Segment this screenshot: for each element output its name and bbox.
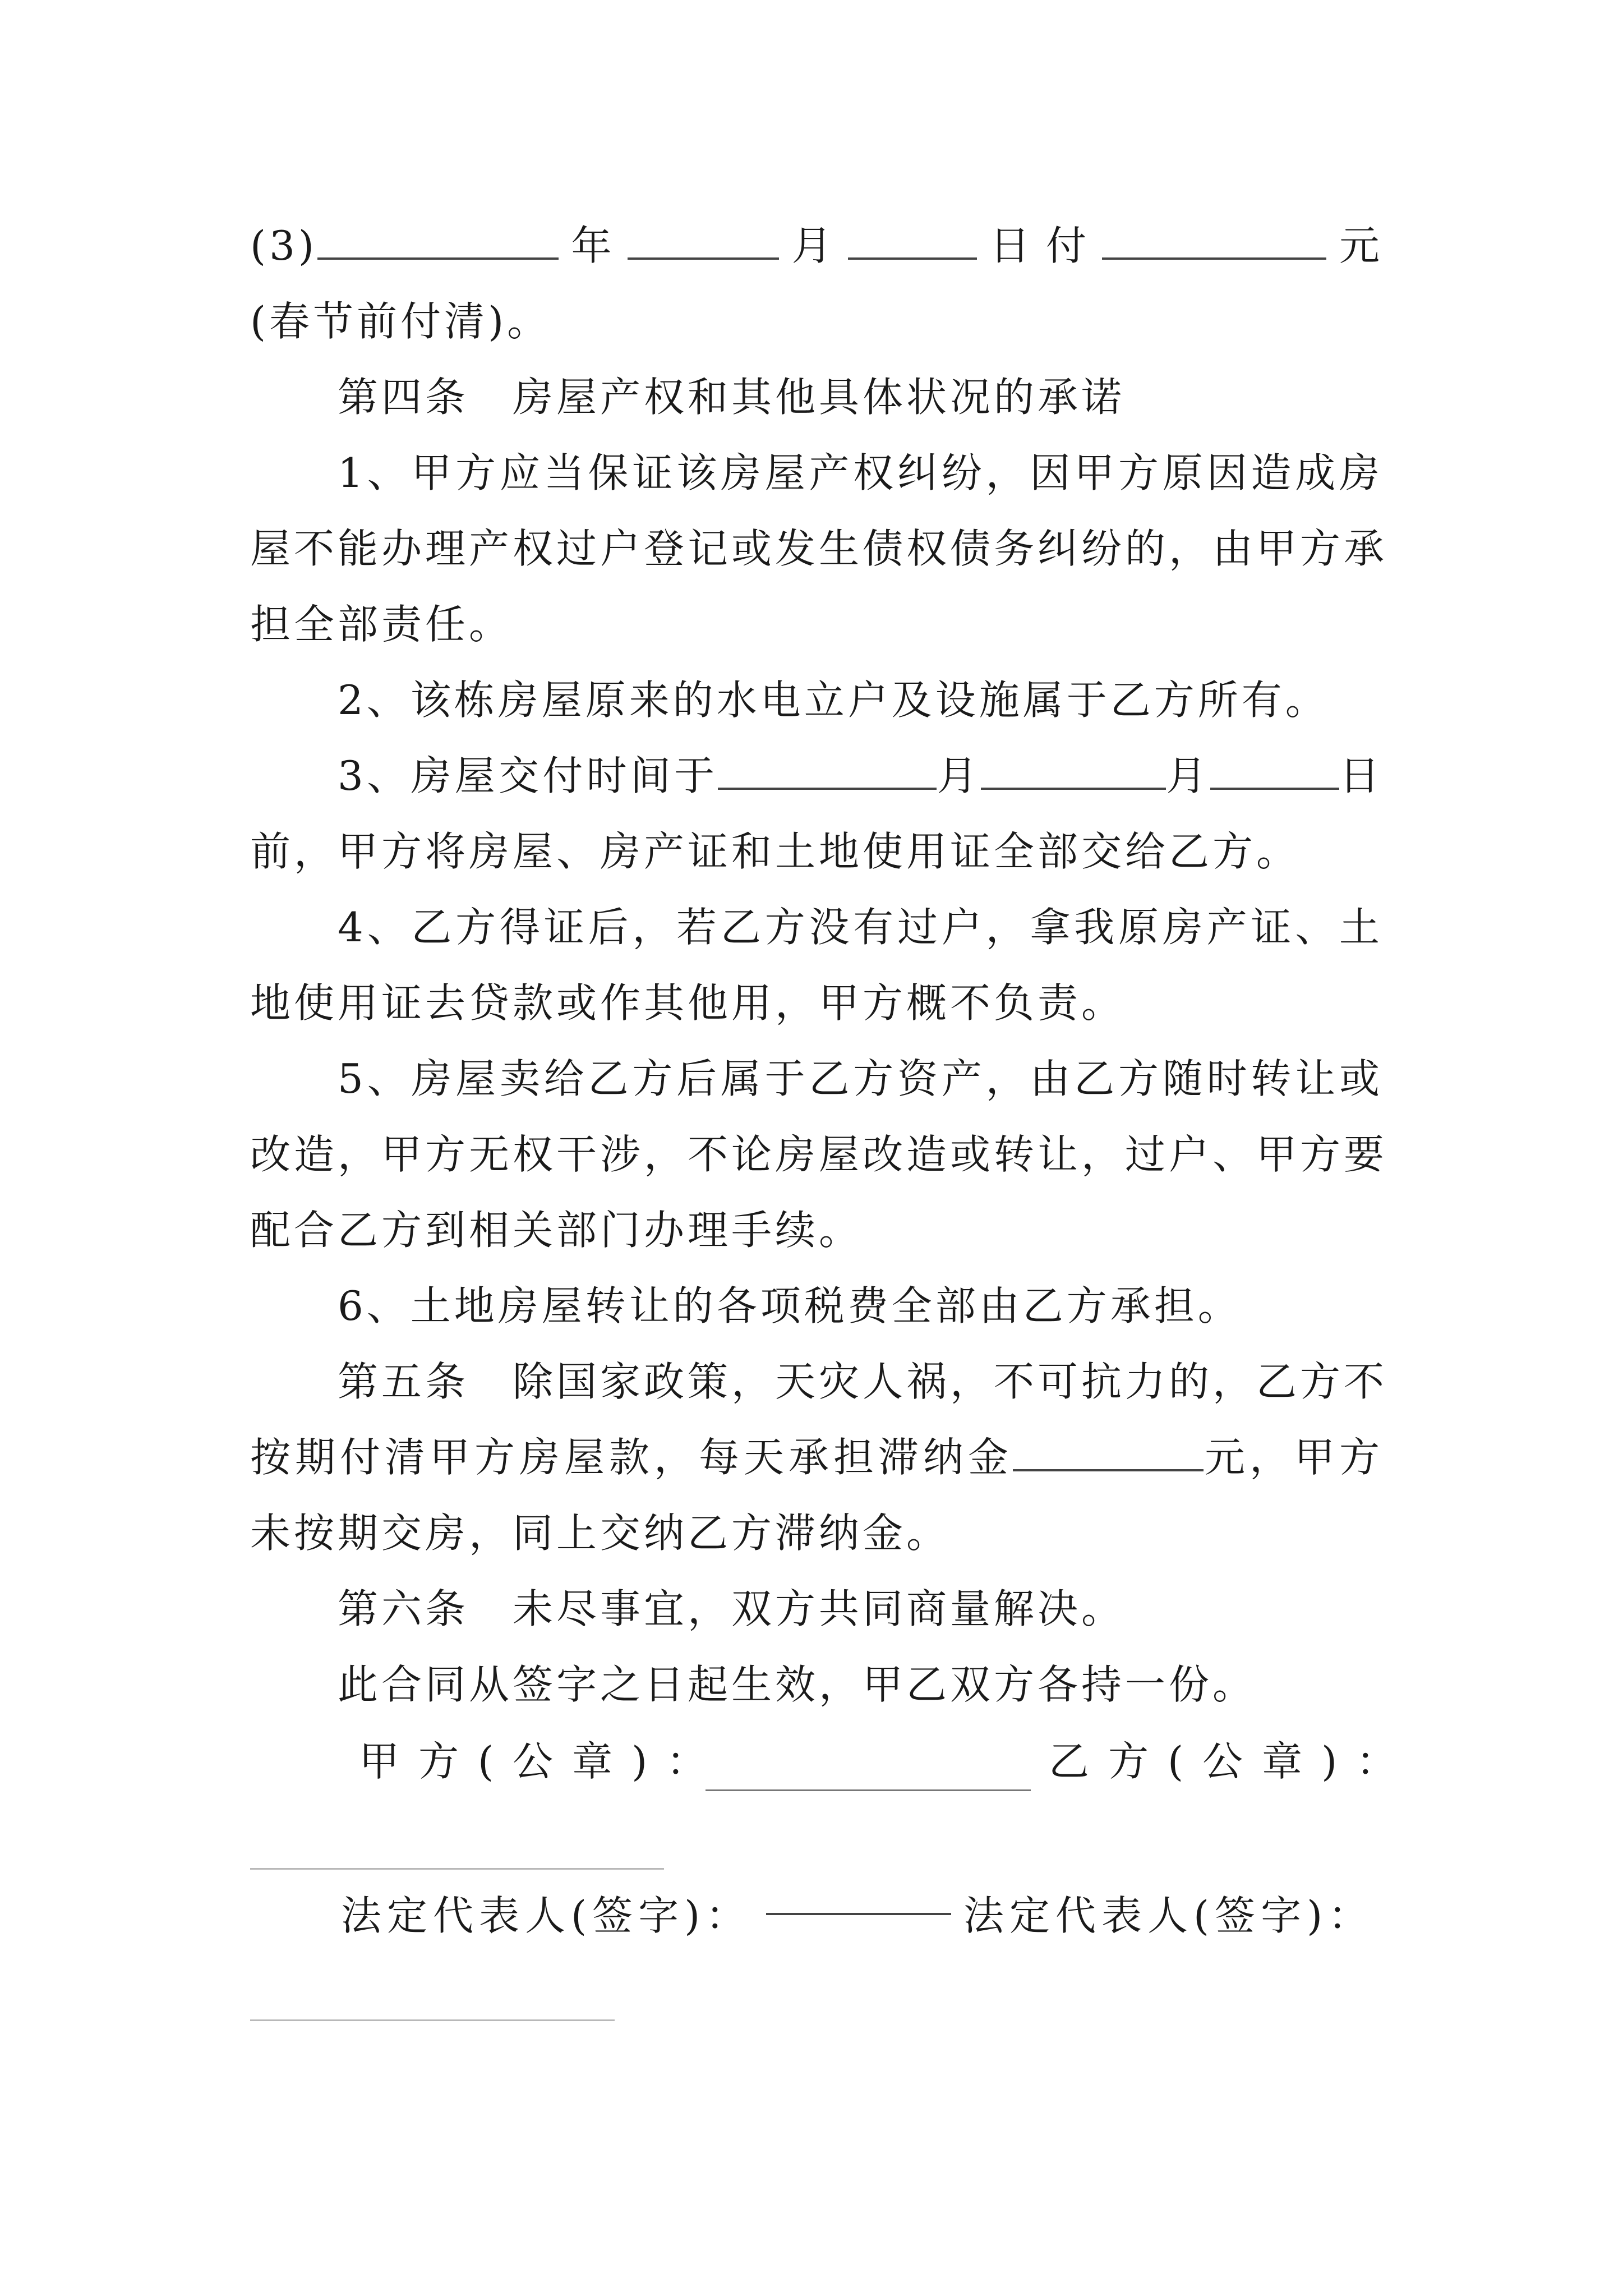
text-line: 前，甲方将房屋、房产证和土地使用证全部交给乙方。 [250, 828, 1301, 875]
delivery-month-1: 月 [937, 752, 981, 799]
delivery-prefix: 3、房屋交付时间于 [338, 752, 718, 799]
late-fee-prefix: 按期付清甲方房屋款，每天承担滞纳金 [250, 1434, 1013, 1481]
article-6-text: 第六条 未尽事宜，双方共同商量解决。 [338, 1585, 1126, 1632]
effective-clause: 此合同从签字之日起生效，甲乙双方各持一份。 [338, 1661, 1257, 1708]
delivery-blank-1 [718, 754, 937, 790]
article-5-text: 第五条 除国家政策，天灾人祸，不可抗力的，乙方不 [338, 1358, 1388, 1405]
party-b-seal-label: 乙方(公章)： [1049, 1738, 1416, 1785]
day-pay-label: 日付 [977, 222, 1103, 269]
text-line: 2、该栋房屋原来的水电立户及设施属于乙方所有。 [338, 677, 1329, 724]
rep-b-sign-line [250, 2019, 615, 2021]
delivery-blank-2 [981, 754, 1166, 790]
payment-item-3 [250, 204, 1383, 288]
text-line: 担全部责任。 [250, 601, 513, 648]
text-line: 4、乙方得证后，若乙方没有过户，拿我原房产证、土 [338, 904, 1383, 951]
text-line: 地使用证去贷款或作其他用，甲方概不负责。 [250, 979, 1126, 1027]
text-line: 1、甲方应当保证该房屋产权纠纷，因甲方原因造成房 [338, 449, 1383, 496]
text-line: 屋不能办理产权过户登记或发生债权债务纠纷的，由甲方承 [250, 525, 1388, 572]
party-a-seal-line [706, 1789, 1031, 1791]
late-fee-line [250, 1415, 1383, 1499]
text-line: (春节前付清)。 [250, 298, 551, 345]
delivery-blank-3 [1210, 754, 1339, 790]
party-a-seal-label: 甲方(公章)： [359, 1738, 726, 1785]
late-fee-blank [1013, 1435, 1204, 1471]
yuan-label: 元 [1326, 222, 1383, 269]
text-line: 5、房屋卖给乙方后属于乙方资产，由乙方随时转让或 [338, 1055, 1383, 1102]
delivery-day: 日 [1339, 752, 1383, 799]
party-b-seal-line [250, 1868, 664, 1870]
year-blank [317, 224, 559, 260]
year-label: 年 [559, 222, 628, 269]
article-4-heading: 第四条 房屋产权和其他具体状况的承诺 [338, 374, 1126, 421]
amount-blank [1102, 224, 1326, 260]
text-line: 未按期交房，同上交纳乙方滞纳金。 [250, 1510, 951, 1557]
delivery-month-2: 月 [1166, 752, 1210, 799]
text-line: 配合乙方到相关部门办理手续。 [250, 1207, 863, 1254]
month-blank [628, 224, 779, 260]
rep-a-label: 法定代表人(签字)： [341, 1892, 752, 1939]
rep-b-label: 法定代表人(签字)： [963, 1892, 1375, 1939]
month-label: 月 [779, 222, 848, 269]
rep-a-sign-line [766, 1913, 951, 1915]
item-number: (3) [250, 222, 317, 269]
late-fee-suffix: 元，甲方 [1203, 1434, 1383, 1481]
delivery-date-line [250, 734, 1383, 818]
text-line: 改造，甲方无权干涉，不论房屋改造或转让，过户、甲方要 [250, 1131, 1388, 1178]
day-blank [848, 224, 977, 260]
text-line: 6、土地房屋转让的各项税费全部由乙方承担。 [338, 1282, 1242, 1329]
